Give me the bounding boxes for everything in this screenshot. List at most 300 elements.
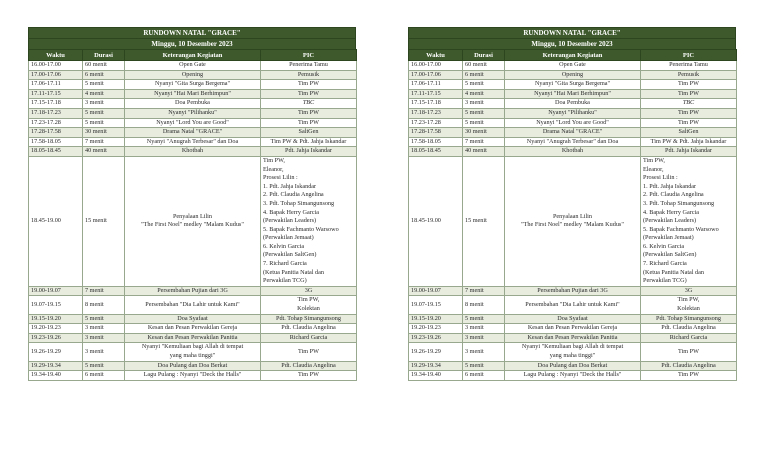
keterangan-line: Kesan dan Pesan Perwakilan Panitia — [527, 333, 618, 341]
cell-durasi: 7 menit — [463, 286, 505, 296]
cell-keterangan — [125, 61, 261, 71]
table-row — [29, 343, 357, 361]
cell-pic — [261, 89, 357, 99]
table-row — [29, 70, 357, 80]
cell-durasi: 5 menit — [463, 108, 505, 118]
cell-keterangan — [505, 70, 641, 80]
pic-line: Tim PW & Pdt. Jahja Iskandar — [650, 137, 727, 145]
cell-pic — [641, 314, 737, 324]
keterangan-line: Nyanyi "Kemuliaan bagi Allah di tempat — [141, 343, 244, 351]
cell-waktu: 18.05-18.45 — [29, 147, 83, 157]
table-row — [29, 371, 357, 381]
keterangan-line: Nyanyi "Anugrah Terbesar" dan Doa — [526, 137, 619, 145]
cell-waktu: 19.23-19.26 — [29, 333, 83, 343]
cell-keterangan — [505, 147, 641, 157]
pic-line: (Perwakilan Jemaat) — [263, 234, 314, 242]
pic-line: 2. Pdt. Claudia Angelina — [263, 191, 324, 199]
cell-pic — [641, 80, 737, 90]
cell-durasi: 3 menit — [463, 333, 505, 343]
cell-durasi: 5 menit — [463, 118, 505, 128]
pic-line: TBC — [682, 99, 695, 107]
pic-line: Tim PW, — [297, 296, 320, 304]
cell-durasi: 30 menit — [83, 128, 125, 138]
cell-keterangan — [125, 137, 261, 147]
pic-line: Pdt. Jahja Iskandar — [285, 147, 332, 155]
cell-keterangan — [125, 108, 261, 118]
pic-line: Kolektan — [677, 305, 700, 313]
pic-line: 2. Pdt. Claudia Angelina — [643, 191, 704, 199]
cell-waktu: 17.06-17.11 — [29, 80, 83, 90]
table-row — [409, 286, 737, 296]
cell-durasi: 5 menit — [83, 361, 125, 371]
cell-waktu: 19.20-19.23 — [409, 324, 463, 334]
cell-keterangan — [125, 371, 261, 381]
cell-pic — [641, 286, 737, 296]
pic-line: Pemusik — [297, 70, 320, 78]
cell-durasi: 3 menit — [83, 99, 125, 109]
pic-line: Pdt. Claudia Angelina — [661, 324, 716, 332]
keterangan-line: Nyanyi "Lord You are Good" — [156, 118, 229, 126]
table-row — [409, 324, 737, 334]
cell-keterangan — [125, 286, 261, 296]
keterangan-line: Persembahan Pujian dari 3G — [537, 286, 608, 294]
table-row — [29, 361, 357, 371]
cell-keterangan — [125, 80, 261, 90]
cell-keterangan — [505, 89, 641, 99]
table-row — [409, 108, 737, 118]
cell-keterangan — [505, 296, 641, 314]
cell-durasi: 40 menit — [463, 147, 505, 157]
table-row — [29, 314, 357, 324]
cell-waktu: 17.28-17.58 — [409, 128, 463, 138]
cell-pic — [641, 333, 737, 343]
table-row — [409, 314, 737, 324]
pic-line: Tim PW — [678, 89, 699, 97]
pic-line: Tim PW — [298, 347, 319, 355]
keterangan-line: Opening — [181, 70, 204, 78]
pic-line: (Perwakilan Leaders) — [643, 217, 697, 225]
header-durasi: Durasi — [83, 50, 125, 61]
keterangan-line: Nyanyi "Pilihanku" — [548, 108, 597, 116]
table-row — [29, 80, 357, 90]
keterangan-line: Doa Syafaat — [177, 314, 208, 322]
cell-durasi: 4 menit — [463, 89, 505, 99]
keterangan-line: Khotbah — [561, 147, 584, 155]
cell-pic — [261, 371, 357, 381]
cell-pic — [261, 314, 357, 324]
keterangan-line: Persembahan Pujian dari 3G — [157, 286, 228, 294]
keterangan-line: Doa Syafaat — [557, 314, 588, 322]
table-row — [409, 99, 737, 109]
cell-keterangan — [505, 314, 641, 324]
cell-waktu: 17.58-18.05 — [409, 137, 463, 147]
cell-durasi: 6 menit — [463, 371, 505, 381]
pic-line: Penerima Tamu — [669, 61, 708, 68]
cell-keterangan — [125, 314, 261, 324]
cell-durasi: 5 menit — [83, 108, 125, 118]
cell-durasi: 6 menit — [83, 70, 125, 80]
keterangan-line: Lagu Pulang : Nyanyi "Deck the Halls" — [143, 371, 242, 379]
cell-durasi: 5 menit — [463, 80, 505, 90]
header-keterangan: Keterangan Kegiatan — [125, 50, 261, 61]
cell-keterangan — [505, 99, 641, 109]
keterangan-line: Kesan dan Pesan Perwakilan Gereja — [147, 324, 238, 332]
cell-pic — [261, 61, 357, 71]
cell-keterangan — [505, 361, 641, 371]
cell-pic — [641, 128, 737, 138]
table-row — [409, 80, 737, 90]
table-row — [409, 61, 737, 71]
keterangan-line: Doa Pembuka — [555, 99, 590, 107]
cell-waktu: 17.15-17.18 — [409, 99, 463, 109]
pic-line: Perwakilan TCG) — [643, 277, 687, 285]
cell-durasi: 8 menit — [83, 296, 125, 314]
table-row — [29, 137, 357, 147]
cell-keterangan — [125, 118, 261, 128]
pic-line: Tim PW — [298, 89, 319, 97]
pic-line: Pdt. Claudia Angelina — [281, 324, 336, 332]
pic-line: (Perwakilan SaltGen) — [643, 251, 697, 259]
cell-waktu: 16.00-17.00 — [29, 61, 83, 71]
pic-line: Pdt. Tohap Simangunsong — [656, 314, 721, 322]
pic-line: (Perwakilan Leaders) — [263, 217, 317, 225]
cell-waktu: 17.23-17.28 — [409, 118, 463, 128]
keterangan-line: Kesan dan Pesan Perwakilan Gereja — [527, 324, 618, 332]
table-row — [409, 118, 737, 128]
cell-waktu: 18.45-19.00 — [29, 156, 83, 286]
cell-keterangan — [505, 61, 641, 71]
cell-durasi: 60 menit — [83, 61, 125, 71]
cell-durasi: 7 menit — [463, 137, 505, 147]
cell-pic — [261, 286, 357, 296]
cell-pic — [641, 156, 737, 286]
cell-keterangan — [505, 128, 641, 138]
cell-durasi: 3 menit — [83, 343, 125, 361]
table-row — [409, 70, 737, 80]
cell-durasi: 40 menit — [83, 147, 125, 157]
cell-pic — [641, 324, 737, 334]
sheet-title: RUNDOWN NATAL "GRACE" — [28, 27, 356, 38]
pic-line: Richard Garcia — [289, 333, 328, 341]
cell-durasi: 7 menit — [83, 286, 125, 296]
cell-durasi: 5 menit — [83, 80, 125, 90]
pic-line: 4. Bapak Herry Garcia — [643, 208, 700, 216]
cell-pic — [261, 147, 357, 157]
cell-keterangan — [505, 324, 641, 334]
cell-waktu: 19.34-19.40 — [409, 371, 463, 381]
cell-keterangan — [125, 324, 261, 334]
cell-waktu: 18.05-18.45 — [409, 147, 463, 157]
cell-keterangan — [125, 128, 261, 138]
table-row — [29, 99, 357, 109]
cell-pic — [261, 80, 357, 90]
rundown-sheet-left — [28, 27, 356, 381]
pic-line: Penerima Tamu — [289, 61, 328, 68]
keterangan-line: Nyanyi "Kemuliaan bagi Allah di tempat — [521, 343, 624, 351]
keterangan-line: Doa Pembuka — [175, 99, 210, 107]
cell-pic — [261, 99, 357, 109]
cell-keterangan — [505, 343, 641, 361]
keterangan-line: Persembahan "Dia Lahir untuk Kami" — [145, 300, 240, 308]
cell-durasi: 5 menit — [463, 314, 505, 324]
pic-line: Richard Garcia — [669, 333, 708, 341]
keterangan-line: "The First Noel" medley "Malam Kudus" — [521, 221, 624, 229]
cell-keterangan — [125, 99, 261, 109]
keterangan-line: Penyalaan Lilin — [172, 212, 212, 220]
sheet-subtitle: Minggu, 10 Desember 2023 — [408, 38, 736, 49]
pic-line: Tim PW — [678, 371, 699, 379]
cell-keterangan — [505, 156, 641, 286]
table-row — [409, 333, 737, 343]
cell-pic — [261, 137, 357, 147]
pic-line: (Ketua Panitia Natal dan — [263, 268, 324, 276]
cell-waktu: 19.20-19.23 — [29, 324, 83, 334]
cell-waktu: 17.11-17.15 — [29, 89, 83, 99]
cell-durasi: 3 menit — [463, 324, 505, 334]
cell-durasi: 15 menit — [83, 156, 125, 286]
cell-durasi: 6 menit — [463, 70, 505, 80]
keterangan-line: yang maha tinggi" — [169, 352, 216, 359]
cell-pic — [261, 70, 357, 80]
pic-line: 4. Bapak Herry Garcia — [263, 208, 320, 216]
keterangan-line: Drama Natal "GRACE" — [542, 128, 603, 136]
pic-line: 3G — [304, 286, 313, 294]
keterangan-line: Nyanyi "Hai Mari Berhimpun" — [154, 89, 231, 97]
pic-line: 7. Richard Garcia — [643, 260, 687, 268]
pic-line: (Perwakilan SaltGen) — [263, 251, 317, 259]
cell-keterangan — [505, 286, 641, 296]
sheet-title: RUNDOWN NATAL "GRACE" — [408, 27, 736, 38]
cell-pic — [641, 371, 737, 381]
cell-pic — [261, 108, 357, 118]
sheet-subtitle: Minggu, 10 Desember 2023 — [28, 38, 356, 49]
table-row — [29, 333, 357, 343]
cell-waktu: 17.28-17.58 — [29, 128, 83, 138]
cell-keterangan — [125, 147, 261, 157]
keterangan-line: Nyanyi "Gita Surga Bergema" — [154, 80, 231, 88]
cell-durasi: 6 menit — [83, 371, 125, 381]
pic-line: TBC — [302, 99, 315, 107]
pic-line: 6. Kelvin Garcia — [643, 242, 685, 250]
cell-pic — [261, 343, 357, 361]
keterangan-line: Khotbah — [181, 147, 204, 155]
rundown-sheet-right — [408, 27, 736, 381]
pic-line: Pdt. Claudia Angelina — [281, 361, 336, 369]
header-pic: PIC — [261, 50, 357, 61]
pic-line: Tim PW — [678, 118, 699, 126]
pic-line: SaltGen — [678, 128, 699, 136]
pic-line: Pdt. Jahja Iskandar — [665, 147, 712, 155]
pic-line: 3. Pdt. Tohap Simangunsong — [263, 199, 335, 207]
pic-line: 6. Kelvin Garcia — [263, 242, 305, 250]
pic-line: Eleanor, — [643, 165, 664, 173]
cell-durasi: 5 menit — [463, 361, 505, 371]
cell-keterangan — [125, 361, 261, 371]
cell-durasi: 30 menit — [463, 128, 505, 138]
cell-waktu: 19.07-19.15 — [409, 296, 463, 314]
cell-waktu: 17.18-17.23 — [29, 108, 83, 118]
cell-pic — [261, 156, 357, 286]
cell-pic — [641, 343, 737, 361]
keterangan-line: Nyanyi "Pilihanku" — [168, 108, 217, 116]
table-row — [409, 296, 737, 314]
pic-line: Perwakilan TCG) — [263, 277, 307, 285]
pic-line: Tim PW & Pdt. Jahja Iskandar — [270, 137, 347, 145]
pic-line: Pdt. Claudia Angelina — [661, 361, 716, 369]
table-row — [29, 286, 357, 296]
table-row — [29, 296, 357, 314]
rundown-table — [28, 49, 357, 381]
cell-pic — [261, 128, 357, 138]
cell-durasi: 3 menit — [463, 343, 505, 361]
pic-line: Tim PW — [298, 118, 319, 126]
header-waktu: Waktu — [409, 50, 463, 61]
cell-keterangan — [125, 70, 261, 80]
cell-keterangan — [505, 108, 641, 118]
keterangan-line: Nyanyi "Lord You are Good" — [536, 118, 609, 126]
cell-pic — [641, 147, 737, 157]
header-durasi: Durasi — [463, 50, 505, 61]
table-row — [29, 128, 357, 138]
header-row — [29, 50, 357, 61]
table-row — [29, 147, 357, 157]
table-row — [409, 156, 737, 286]
table-row — [29, 61, 357, 71]
table-row — [29, 118, 357, 128]
pic-line: 7. Richard Garcia — [263, 260, 307, 268]
table-row — [409, 137, 737, 147]
pic-line: 5. Bapak Fachmanto Warsowo — [643, 225, 719, 233]
cell-durasi: 3 menit — [83, 324, 125, 334]
cell-keterangan — [505, 333, 641, 343]
cell-waktu: 18.45-19.00 — [409, 156, 463, 286]
pic-line: Kolektan — [297, 305, 320, 313]
pic-line: Tim PW — [298, 108, 319, 116]
keterangan-line: Opening — [561, 70, 584, 78]
keterangan-line: Kesan dan Pesan Perwakilan Panitia — [147, 333, 238, 341]
keterangan-line: Lagu Pulang : Nyanyi "Deck the Halls" — [523, 371, 622, 379]
cell-pic — [261, 333, 357, 343]
cell-durasi: 7 menit — [83, 137, 125, 147]
cell-durasi: 3 menit — [463, 99, 505, 109]
cell-waktu: 17.00-17.06 — [29, 70, 83, 80]
cell-waktu: 19.23-19.26 — [409, 333, 463, 343]
cell-pic — [641, 361, 737, 371]
cell-waktu: 17.11-17.15 — [409, 89, 463, 99]
rundown-table — [408, 49, 737, 381]
keterangan-line: yang maha tinggi" — [549, 352, 596, 359]
cell-waktu: 19.26-19.29 — [29, 343, 83, 361]
cell-keterangan — [125, 296, 261, 314]
cell-keterangan — [505, 118, 641, 128]
cell-waktu: 16.00-17.00 — [409, 61, 463, 71]
cell-waktu: 19.29-19.34 — [409, 361, 463, 371]
cell-durasi: 8 menit — [463, 296, 505, 314]
cell-durasi: 5 menit — [83, 314, 125, 324]
keterangan-line: Open Gate — [179, 61, 206, 68]
pic-line: Prosesi Lilin : — [643, 174, 678, 182]
cell-pic — [641, 61, 737, 71]
pic-line: Tim PW — [298, 371, 319, 379]
cell-waktu: 17.18-17.23 — [409, 108, 463, 118]
cell-pic — [261, 118, 357, 128]
cell-waktu: 19.15-19.20 — [409, 314, 463, 324]
pic-line: Tim PW — [678, 347, 699, 355]
header-row — [409, 50, 737, 61]
table-row — [409, 89, 737, 99]
table-row — [29, 324, 357, 334]
keterangan-line: Nyanyi "Hai Mari Berhimpun" — [534, 89, 611, 97]
pic-line: Prosesi Lilin : — [263, 174, 298, 182]
cell-durasi: 15 menit — [463, 156, 505, 286]
pic-line: 5. Bapak Fachmanto Warsowo — [263, 225, 339, 233]
cell-durasi: 60 menit — [463, 61, 505, 71]
cell-waktu: 17.15-17.18 — [29, 99, 83, 109]
cell-keterangan — [505, 80, 641, 90]
pic-line: Pdt. Tohap Simangunsong — [276, 314, 341, 322]
cell-durasi: 4 menit — [83, 89, 125, 99]
cell-waktu: 17.23-17.28 — [29, 118, 83, 128]
cell-waktu: 19.07-19.15 — [29, 296, 83, 314]
pic-line: Tim PW — [298, 80, 319, 88]
pic-line: Eleanor, — [263, 165, 284, 173]
pic-line: 1. Pdt. Jahja Iskandar — [263, 182, 317, 190]
pic-line: 1. Pdt. Jahja Iskandar — [643, 182, 697, 190]
cell-pic — [641, 99, 737, 109]
keterangan-line: Doa Pulang dan Doa Berkat — [157, 361, 228, 369]
pic-line: 3G — [684, 286, 693, 294]
cell-waktu: 17.58-18.05 — [29, 137, 83, 147]
cell-pic — [261, 361, 357, 371]
cell-waktu: 19.00-19.07 — [409, 286, 463, 296]
keterangan-line: "The First Noel" medley "Malam Kudus" — [141, 221, 244, 229]
keterangan-line: Drama Natal "GRACE" — [162, 128, 223, 136]
cell-pic — [641, 70, 737, 80]
cell-waktu: 19.15-19.20 — [29, 314, 83, 324]
cell-pic — [641, 89, 737, 99]
cell-pic — [641, 108, 737, 118]
cell-pic — [641, 137, 737, 147]
cell-waktu: 19.26-19.29 — [409, 343, 463, 361]
cell-waktu: 19.34-19.40 — [29, 371, 83, 381]
header-keterangan: Keterangan Kegiatan — [505, 50, 641, 61]
cell-keterangan — [125, 156, 261, 286]
pic-line: Tim PW — [678, 108, 699, 116]
keterangan-line: Persembahan "Dia Lahir untuk Kami" — [525, 300, 620, 308]
keterangan-line: Open Gate — [559, 61, 586, 68]
table-row — [409, 128, 737, 138]
keterangan-line: Nyanyi "Anugrah Terbesar" dan Doa — [146, 137, 239, 145]
table-row — [29, 89, 357, 99]
cell-pic — [641, 118, 737, 128]
table-row — [409, 371, 737, 381]
table-row — [409, 343, 737, 361]
cell-keterangan — [125, 89, 261, 99]
cell-keterangan — [505, 371, 641, 381]
keterangan-line: Penyalaan Lilin — [552, 212, 592, 220]
cell-waktu: 17.06-17.11 — [409, 80, 463, 90]
table-row — [409, 147, 737, 157]
pic-line: Tim PW — [678, 80, 699, 88]
pic-line: (Perwakilan Jemaat) — [643, 234, 694, 242]
cell-keterangan — [505, 137, 641, 147]
header-waktu: Waktu — [29, 50, 83, 61]
table-row — [409, 361, 737, 371]
cell-pic — [261, 324, 357, 334]
header-pic: PIC — [641, 50, 737, 61]
cell-pic — [641, 296, 737, 314]
table-row — [29, 108, 357, 118]
